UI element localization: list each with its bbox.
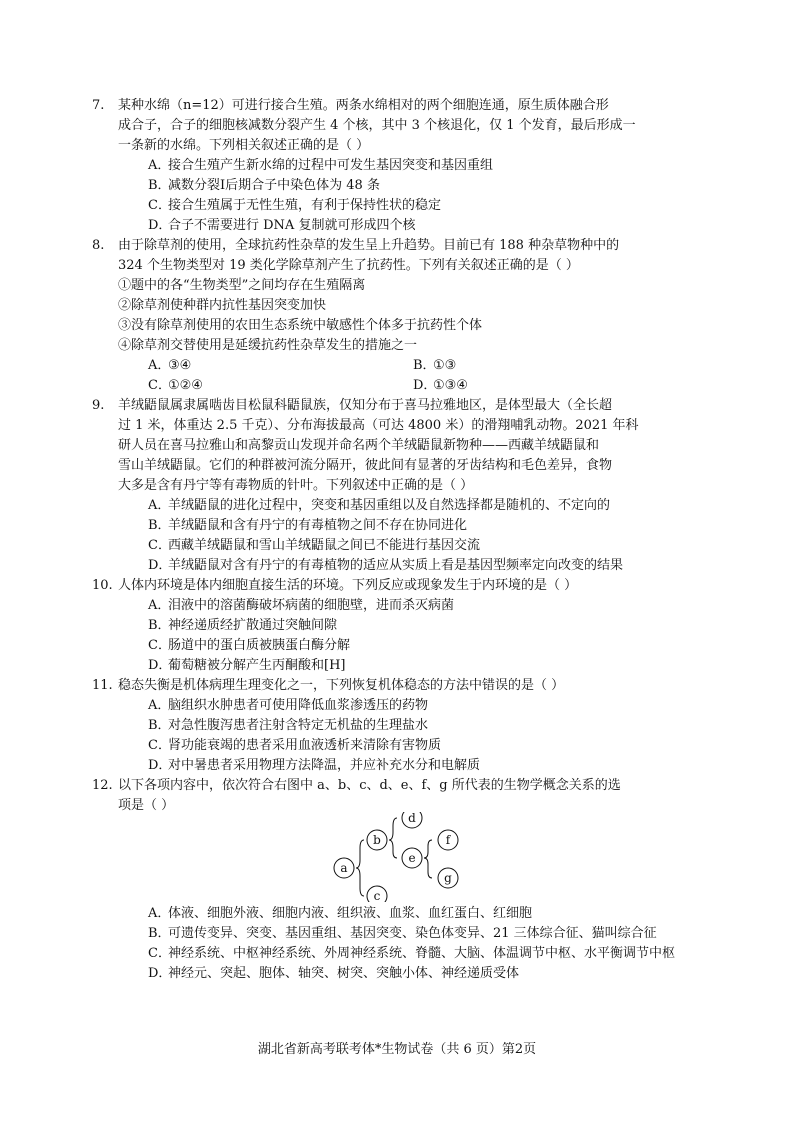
question-stem-line: 成合子，合子的细胞核减数分裂产生 4 个核，其中 3 个核退化，仅 1 个发育，最后形成一	[118, 118, 636, 133]
option-b	[118, 616, 678, 636]
option-text: 合子不需要进行 DNA 复制就可形成四个核	[168, 218, 416, 233]
node-g-label: g	[444, 871, 452, 885]
option-a	[118, 904, 678, 924]
option-text: 神经递质经扩散通过突触间隙	[168, 618, 338, 633]
option-c	[118, 536, 678, 556]
option-label: B．	[148, 518, 171, 533]
option-label: B．	[148, 926, 171, 941]
option-d	[118, 756, 678, 776]
option-label: B．	[148, 618, 171, 633]
option-c	[118, 196, 678, 216]
option-text: ③④	[168, 358, 192, 373]
statement-1: ①题中的各“生物类型”之间均存在生殖隔离	[118, 278, 366, 293]
question-stem-line: 由于除草剂的使用，全球抗药性杂草的发生呈上升趋势。目前已有 188 种杂草物种中的	[118, 238, 620, 253]
option-b	[118, 516, 678, 536]
option-a	[118, 496, 678, 516]
option-label: A．	[148, 498, 171, 513]
option-text: 肾功能衰竭的患者采用血液透析来清除有害物质	[168, 738, 442, 753]
option-a	[148, 356, 413, 376]
statement-2: ②除草剂使种群内抗性基因突变加快	[118, 298, 327, 313]
option-label: C．	[148, 946, 171, 961]
question-9	[92, 396, 678, 576]
question-stem-line: 稳态失衡是机体病理生理变化之一，下列恢复机体稳态的方法中错误的是（ ）	[118, 678, 565, 693]
option-text: 接合生殖产生新水绵的过程中可发生基因突变和基因重组	[168, 158, 494, 173]
node-c-label: c	[373, 889, 381, 902]
question-12-options	[118, 904, 678, 984]
node-e-label: e	[408, 851, 416, 865]
question-stem-line: 羊绒鼯鼠属隶属啮齿目松鼠科鼯鼠族，仅知分布于喜马拉雅地区，是体型最大（全长超	[118, 398, 613, 413]
node-a-label: a	[340, 861, 348, 875]
option-text: 接合生殖属于无性生殖，有利于保持性状的稳定	[168, 198, 442, 213]
statement-3: ③没有除草剂使用的农田生态系统中敏感性个体多于抗药性个体	[118, 318, 483, 333]
question-stem-line: 324 个生物类型对 19 类化学除草剂产生了抗药性。下列有关叙述正确的是（ ）	[118, 258, 579, 273]
option-row	[118, 356, 678, 376]
question-10	[92, 576, 678, 676]
option-label: A．	[148, 698, 171, 713]
option-text: 西藏羊绒鼯鼠和雪山羊绒鼯鼠之间已不能进行基因交流	[168, 538, 481, 553]
brace-b-lower	[389, 840, 397, 858]
option-label: A．	[148, 598, 171, 613]
option-text: 肠道中的蛋白质被胰蛋白酶分解	[168, 638, 351, 653]
question-stem-line: 以下各项内容中，依次符合右图中 a、b、c、d、e、f、g 所代表的生物学概念关系的选	[118, 778, 621, 793]
option-c	[148, 376, 413, 396]
question-number: 9.	[92, 398, 105, 413]
question-stem-line: 某种水绵（n=12）可进行接合生殖。两条水绵相对的两个细胞连通，原生质体融合形	[118, 98, 609, 113]
statement-4: ④除草剂交替使用是延缓抗药性杂草发生的措施之一	[118, 338, 418, 353]
option-c	[118, 736, 678, 756]
option-label: B．	[148, 178, 171, 193]
option-text: ①③	[433, 358, 457, 373]
option-d	[118, 656, 678, 676]
option-a	[118, 696, 678, 716]
option-label: B．	[148, 718, 171, 733]
question-stem-line: 过 1 米，体重达 2.5 千克）、分布海拔最高（可达 4800 米）的滑翔哺乳动物。2021 年科	[118, 418, 639, 433]
option-d	[118, 556, 678, 576]
option-label: A．	[148, 158, 171, 173]
option-a	[118, 596, 678, 616]
option-b	[118, 176, 678, 196]
option-label: D．	[413, 378, 437, 393]
question-7	[92, 96, 678, 236]
option-label: C．	[148, 638, 171, 653]
option-label: A．	[148, 358, 171, 373]
option-label: B．	[413, 358, 436, 373]
option-text: 羊绒鼯鼠和含有丹宁的有毒植物之间不存在协同进化	[168, 518, 468, 533]
question-8	[92, 236, 678, 396]
option-text: 可遗传变异、突变、基因重组、基因突变、染色体变异、21 三体综合征、猫叫综合征	[168, 926, 657, 941]
question-number: 7.	[92, 98, 105, 113]
option-c	[118, 944, 678, 964]
option-b	[413, 356, 678, 376]
question-number: 12.	[92, 778, 113, 793]
option-text: 对中暑患者采用物理方法降温，并应补充水分和电解质	[168, 758, 481, 773]
option-row	[118, 376, 678, 396]
option-text: 神经元、突起、胞体、轴突、树突、突触小体、神经递质受体	[168, 966, 520, 981]
question-number: 11.	[92, 678, 113, 693]
question-11	[92, 676, 678, 776]
question-12	[92, 776, 678, 816]
question-stem-line: 研人员在喜马拉雅山和高黎贡山发现并命名两个羊绒鼯鼠新物种——西藏羊绒鼯鼠和	[118, 438, 600, 453]
brace-a-upper	[356, 840, 364, 868]
node-b-label: b	[373, 833, 381, 847]
option-text: ①②④	[168, 378, 203, 393]
question-stem-line: 一条新的水绵。下列相关叙述正确的是（ ）	[118, 138, 370, 153]
option-text: 神经系统、中枢神经系统、外周神经系统、脊髓、大脑、体温调节中枢、水平衡调节中枢	[168, 946, 676, 961]
option-b	[118, 924, 678, 944]
question-number: 8.	[92, 238, 105, 253]
option-label: D．	[148, 966, 172, 981]
option-label: C．	[148, 538, 171, 553]
option-a	[118, 156, 678, 176]
option-text: 对急性腹泻患者注射含特定无机盐的生理盐水	[168, 718, 429, 733]
option-text: 羊绒鼯鼠对含有丹宁的有毒植物的适应从实质上看是基因型频率定向改变的结果	[168, 558, 624, 573]
option-c	[118, 636, 678, 656]
brace-e-lower	[424, 858, 432, 878]
question-stem-line: 大多是含有丹宁等有毒物质的针叶。下列叙述中正确的是（ ）	[118, 478, 474, 493]
node-d-label: d	[408, 812, 416, 825]
option-text: 葡萄糖被分解产生丙酮酸和[H]	[168, 658, 346, 673]
option-text: 泪液中的溶菌酶破坏病菌的细胞壁，进而杀灭病菌	[168, 598, 455, 613]
option-label: C．	[148, 198, 171, 213]
question-stem-line: 雪山羊绒鼯鼠。它们的种群被河流分隔开，彼此间有显著的牙齿结构和毛色差异，食物	[118, 458, 613, 473]
option-d	[118, 964, 678, 984]
option-label: D．	[148, 658, 172, 673]
node-f-label: f	[445, 833, 451, 847]
option-label: D．	[148, 218, 172, 233]
concept-diagram	[320, 812, 480, 902]
option-label: C．	[148, 738, 171, 753]
option-text: 体液、细胞外液、细胞内液、组织液、血浆、血红蛋白、红细胞	[168, 906, 533, 921]
brace-b-upper	[389, 818, 397, 840]
option-b	[118, 716, 678, 736]
question-number: 10.	[92, 578, 113, 593]
option-label: D．	[148, 758, 172, 773]
option-text: 减数分裂Ⅰ后期合子中染色体为 48 条	[168, 178, 380, 193]
page-footer: 湖北省新高考联考体*生物试卷（共 6 页）第2页	[257, 1042, 537, 1057]
option-text: 脑组织水肿患者可使用降低血浆渗透压的药物	[168, 698, 429, 713]
option-label: A．	[148, 906, 171, 921]
brace-e-upper	[424, 840, 432, 858]
question-stem-line: 人体内环境是体内细胞直接生活的环境。下列反应或现象发生于内环境的是（ ）	[118, 578, 578, 593]
option-d	[118, 216, 678, 236]
question-stem-line: 项是（ ）	[118, 798, 175, 813]
option-text: 羊绒鼯鼠的进化过程中，突变和基因重组以及自然选择都是随机的、不定向的	[168, 498, 611, 513]
option-text: ①③④	[433, 378, 468, 393]
brace-a-lower	[356, 868, 364, 896]
option-d	[413, 376, 678, 396]
option-label: D．	[148, 558, 172, 573]
option-label: C．	[148, 378, 171, 393]
